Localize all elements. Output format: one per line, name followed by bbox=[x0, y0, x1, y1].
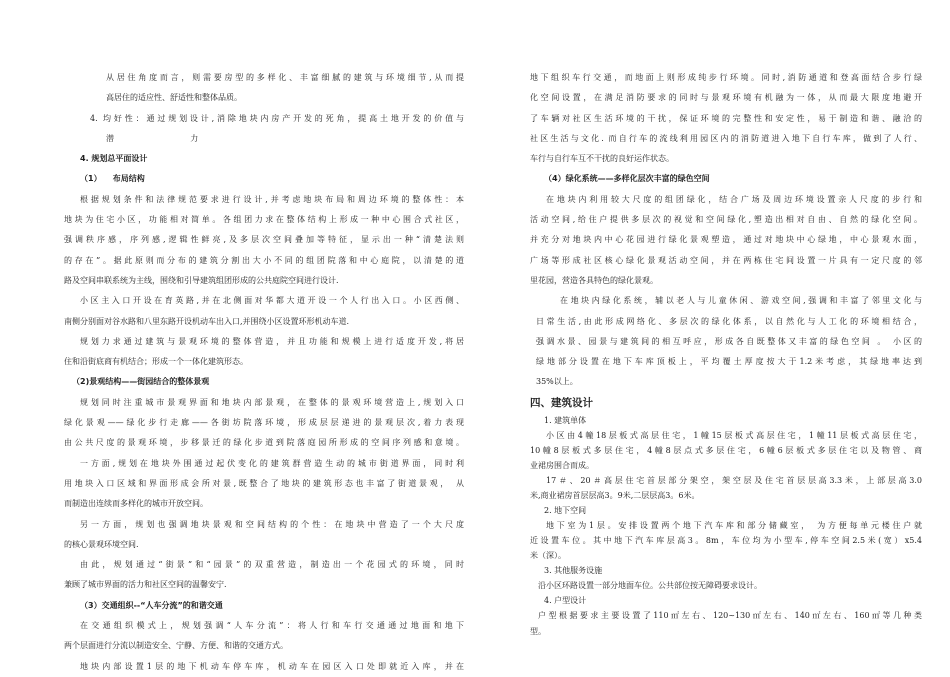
paragraph-line: 并充分对地块内中心花园进行绿化景观塑造，通过对地块中心绿地，中心景观水面， bbox=[530, 235, 922, 245]
section-heading: 四、建筑设计 bbox=[530, 396, 593, 409]
paragraph-line: 高居住的适应性、舒适性和整体品质。 bbox=[106, 93, 242, 103]
paragraph-line: 化空间设置，在满足消防要求的同时与景观环境有机融为一体，从而最大限度地避开 bbox=[530, 93, 922, 103]
paragraph-line: 住和沿街底商有机结合；形成一个一体化建筑形态。 bbox=[64, 357, 248, 367]
paragraph-line: 活动空间,给住户提供多层次的视觉和空间绿化,塑造出相对自由、自然的绿化空间。 bbox=[530, 215, 922, 225]
paragraph-line: 地块为住宅小区，功能相对简单。各组团力求在整体结构上形成一种中心围合式社区， bbox=[64, 215, 464, 225]
paragraph-line: 里花园，营造各具特色的绿化景观。 bbox=[530, 275, 658, 285]
paragraph-line: 在地块内绿化系统，辅以老人与儿童休闲、游戏空间,强调和丰富了邻里文化与 bbox=[560, 296, 922, 306]
paragraph-line: 4. 均好性：通过规划设计,消除地块内房产开发的死角，提高土地开发的价值与 bbox=[90, 113, 464, 123]
subsection-heading: （2)景观结构——街园结合的整体景观 bbox=[72, 377, 210, 387]
paragraph-line: 型。 bbox=[530, 627, 546, 637]
paragraph-line: 小区主入口开设在育英路,并在北侧面对华都大道开设一个人行出入口。小区西侧、 bbox=[80, 296, 464, 306]
paragraph-line: 广场等形成社区核心绿化景观活动空间，并在两栋住宅间设置一片具有一定尺度的邻 bbox=[530, 255, 922, 265]
paragraph-line: 业裙房围合而成。 bbox=[530, 461, 594, 471]
left-column bbox=[64, 68, 464, 677]
paragraph-line: 地下组织车行交通，而地面上则形成纯步行环境。同时,消防通道和登高面结合步行绿 bbox=[530, 73, 922, 82]
paragraph-line: 10幢8层板式多层住宅，4幢8层点式多层住宅，6幢6层板式多层住宅以及物管、商 bbox=[530, 446, 922, 456]
subsection-heading: （1） 布局结构 bbox=[80, 174, 145, 184]
paragraph-line: 近设置车位。其中地下汽车库层高3。8m，车位均为小型车,停车空间2.5米(宽）x5.4 bbox=[530, 536, 922, 546]
paragraph-line: 户型根据要求主要设置了110㎡左右、120~130㎡左右、140㎡左右、160㎡等几种类 bbox=[538, 611, 922, 621]
paragraph-line: 在交通组织模式上，规划强调“人车分流”：将人行和车行交通通过地面和地下 bbox=[80, 621, 464, 631]
paragraph-line: 根据规划条件和法律规范要求进行设计,并考虑地块布局和周边环境的整体性：本 bbox=[80, 194, 464, 204]
paragraph-line: 强调秩序感，序列感,逻辑性鲜亮,及多层次空间叠加等特征，显示出一种“清楚法则 bbox=[64, 235, 464, 245]
paragraph-line: 小区由4幢18层板式高层住宅，1幢15层板式高层住宅，1幢11层板式高层住宅， bbox=[546, 431, 922, 441]
paragraph-line: 一方面,规划在地块外围通过起伏变化的建筑群营造生动的城市街道界面，同时利 bbox=[80, 458, 464, 468]
paragraph-line: 米（深）。 bbox=[530, 551, 566, 561]
subsection-heading: 1. 建筑单体 bbox=[544, 416, 587, 426]
paragraph-line: 的存在”。据此原则而分布的建筑分割出大小不同的组团院落和中心庭院，以清楚的道 bbox=[64, 255, 464, 265]
paragraph-line: 在地块内利用较大尺度的组团绿化，结合广场及周边环境设置亲人尺度的步行和 bbox=[546, 194, 922, 204]
paragraph-line: 两个层面进行分流以制造安全、宁静、方便、和谐的交通方式。 bbox=[64, 641, 288, 651]
paragraph-line: 南侧分别面对谷水路和八里东路开设机动车出入口,并围绕小区设置环形机动车道. bbox=[64, 316, 350, 326]
paragraph-line: 沿小区环路设置一部分地面车位。公共部位按无障碍要求设计。 bbox=[538, 581, 762, 591]
paragraph-line: 米,商业裙房首层层高3。9米,二层层高3。6米。 bbox=[530, 491, 700, 501]
paragraph-line: 而制造出连续而多样化的城市开放空间。 bbox=[64, 499, 208, 509]
paragraph-line: 日常生活,由此形成网络化、多层次的绿化体系，以自然化与人工化的环境相结合， bbox=[536, 316, 922, 326]
paragraph-line: 地下室为1层。安排设置两个地下汽车库和部分储藏室， 为方便每单元楼住户就 bbox=[546, 521, 922, 531]
subsection-heading: 3. 其他服务设施 bbox=[544, 566, 603, 576]
paragraph-line: 兼顾了城市界面的活力和社区空间的温馨安宁. bbox=[64, 580, 227, 590]
subsection-heading: （3）交通组织--“人车分流”的和谐交通 bbox=[80, 600, 223, 610]
subsection-heading: 4. 户型设计 bbox=[544, 596, 587, 606]
subsection-heading: 2. 地下空间 bbox=[544, 506, 587, 516]
paragraph-line: 用地块入口区域和界面形成会所对景,既整合了地块的建筑形态也丰富了街道景观， 从 bbox=[64, 478, 464, 488]
paragraph-line: 了车辆对社区生活环境的干扰，保证环境的完整性和安定性，易于制造和谐、融洽的 bbox=[530, 113, 922, 123]
paragraph-line: 规划同时注重城市景观界面和地块内部景观，在整体的景观环境营造上,规划入口 bbox=[80, 397, 464, 407]
subsection-heading: （4）绿化系统——多样化层次丰富的绿色空间 bbox=[544, 174, 710, 184]
paragraph-line: 地块内部设置1层的地下机动车停车库，机动车在园区入口处即就近入库，并在 bbox=[80, 661, 464, 671]
paragraph-line: 由公共尺度的景观环境，步移景迁的绿化步道到院落庭园所形成的空间序列感和意境。 bbox=[64, 438, 464, 448]
paragraph-line: 35%以上。 bbox=[536, 377, 578, 387]
paragraph-line: 17＃、20＃高层住宅首层部分架空，架空层及住宅首层层高3.3米，上部层高3.0 bbox=[546, 476, 922, 486]
paragraph-line: 强调水景、园景与建筑间的相互呼应，形成各自既整体又丰富的绿色空间 。 小区的 bbox=[536, 336, 922, 346]
paragraph-line: 绿地部分设置在地下车库顶板上，平均覆土厚度按大于1.2米考虑，其绿地率达到 bbox=[536, 357, 922, 367]
paragraph-line: 从居住角度而言，则需要房型的多样化、丰富细腻的建筑与环境细节,从而提 bbox=[106, 73, 464, 82]
paragraph-line: 车行与自行车互不干扰的良好运作状态。 bbox=[530, 154, 674, 164]
paragraph-line: 规划力求通过建筑与景观环境的整体营造，并且功能和规模上进行适度开发,将居 bbox=[80, 336, 464, 346]
paragraph-line: 社区生活与文化. 而自行车的流线利用园区内的消防道进入地下自行车库，做到了人行、 bbox=[530, 133, 922, 143]
paragraph-line: 的核心景观环境空间. bbox=[64, 539, 139, 549]
paragraph-line: 由此，规划通过“街景”和“园景”的双重营造，制造出一个花园式的环境，同时 bbox=[80, 560, 464, 570]
paragraph-line: 潜 力 bbox=[106, 133, 199, 143]
paragraph-line: 另一方面，规划也强调地块景观和空间结构的个性：在地块中营造了一个大尺度 bbox=[80, 519, 464, 529]
paragraph-line: 路及空间串联系统为主线，围绕和引导建筑组团形成的公共庭院空间进行设计. bbox=[64, 275, 339, 285]
paragraph-line: 绿化景观——绿化步行走廊——各街坊院落环境，形成层层递进的景观层次,着力表现 bbox=[64, 418, 464, 428]
right-column bbox=[530, 68, 922, 640]
section-heading: 4. 规划总平面设计 bbox=[80, 154, 148, 164]
